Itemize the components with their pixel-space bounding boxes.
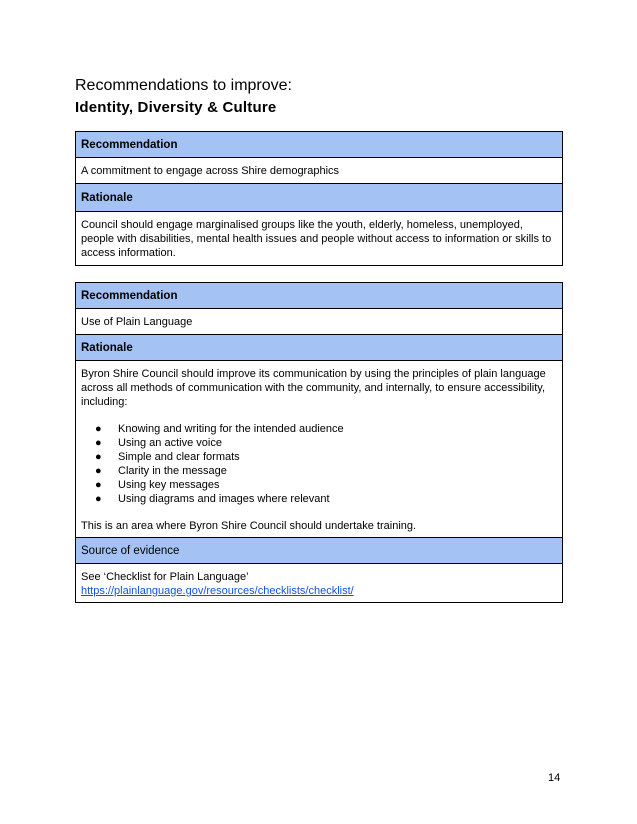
rationale-bullet-list — [81, 422, 557, 506]
heading-intro: Recommendations to improve: — [75, 77, 292, 94]
source-body — [76, 564, 563, 603]
recommendation-table-1 — [75, 131, 563, 266]
list-item: ● Using key messages — [95, 479, 220, 491]
source-link[interactable]: https://plainlanguage.gov/resources/checklists/checklist/ — [81, 585, 354, 597]
bullet-icon: ● — [95, 451, 102, 463]
recommendation-text: Use of Plain Language — [76, 309, 563, 335]
source-text: See ‘Checklist for Plain Language’ — [81, 571, 249, 583]
page-number: 14 — [548, 772, 561, 784]
list-item: ● Clarity in the message — [95, 465, 227, 477]
source-header: Source of evidence — [76, 538, 563, 564]
heading-topic: Identity, Diversity & Culture — [75, 99, 277, 116]
rationale-body — [76, 361, 563, 538]
bullet-icon: ● — [95, 465, 102, 477]
rationale-intro: Byron Shire Council should improve its communication by using the principles of plain language across all methods of communication with the community, and internally, to ensure accessibility, including: — [81, 368, 546, 408]
rationale-header: Rationale — [76, 335, 563, 361]
bullet-icon: ● — [95, 479, 102, 491]
recommendation-header: Recommendation — [76, 132, 563, 158]
rationale-outro: This is an area where Byron Shire Council should undertake training. — [81, 520, 417, 532]
bullet-icon: ● — [95, 493, 102, 505]
bullet-icon: ● — [95, 437, 102, 449]
list-item: ● Knowing and writing for the intended audience — [95, 423, 344, 435]
rationale-text: Council should engage marginalised groups like the youth, elderly, homeless, unemployed, people with disabilities, mental health issues and people without access to information or skills to access information. — [76, 212, 563, 266]
rationale-header: Rationale — [76, 184, 563, 212]
section-heading — [75, 76, 292, 118]
recommendation-text: A commitment to engage across Shire demographics — [76, 158, 563, 184]
bullet-icon: ● — [95, 423, 102, 435]
list-item: ● Using diagrams and images where relevant — [95, 493, 330, 505]
list-item: ● Using an active voice — [95, 437, 222, 449]
recommendation-header: Recommendation — [76, 283, 563, 309]
recommendation-table-2 — [75, 282, 563, 603]
list-item: ● Simple and clear formats — [95, 451, 240, 463]
